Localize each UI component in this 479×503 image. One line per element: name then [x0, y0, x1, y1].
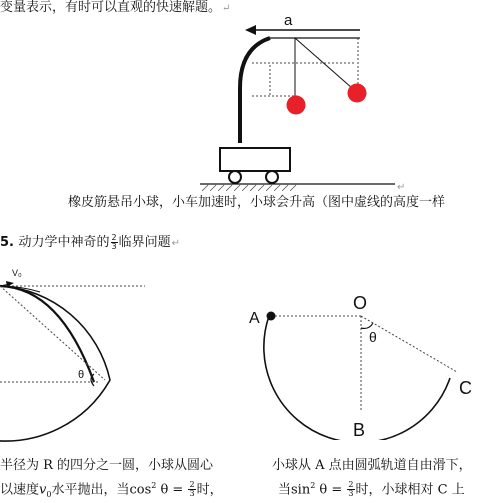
theta-label: θ — [78, 369, 85, 381]
return-mark: ↵ — [222, 3, 231, 14]
cart-pole — [240, 38, 270, 143]
fraction-two-thirds: $\frac{2}{3}$ — [348, 480, 354, 499]
label-C: C — [459, 378, 472, 398]
red-ball — [287, 96, 306, 115]
top-text: 变量表示，有时可以直观的快速解题。 — [0, 0, 222, 15]
caption-text: 橡皮筋悬吊小球，小车加速时，小球会升高（图中虚线的高度一样 — [68, 195, 446, 210]
fraction-two-thirds: $\frac{2}{3}$ — [111, 233, 117, 251]
tilted-string — [295, 38, 352, 88]
v0-label: V₀ — [12, 268, 22, 278]
bottom-right-text-line1: 小球从 A 点由圆弧轨道自由滑下， — [272, 458, 472, 473]
label-A: A — [249, 310, 260, 327]
accel-label: a — [284, 12, 293, 29]
section-title-part: 临界问题 — [118, 235, 171, 250]
bottom-left-text-line1: 半径为 R 的四分之一圆，小球从圆心 — [0, 458, 214, 473]
fraction-two-thirds: $\frac{2}{3}$ — [189, 480, 195, 499]
cart-body — [220, 148, 290, 171]
figure-quarter-circle-diagram — [0, 262, 230, 452]
projectile-trajectory — [0, 286, 94, 382]
figure-cart-diagram — [190, 8, 475, 193]
theta-label: θ — [369, 329, 377, 345]
section-heading — [0, 234, 180, 252]
label-B: B — [353, 420, 366, 440]
return-mark: ↵ — [171, 238, 181, 249]
acceleration-arrow-head — [245, 25, 256, 35]
section-title-part: 动力学中神奇的 — [18, 235, 110, 250]
label-O: O — [353, 293, 368, 313]
section-number: 5. — [0, 235, 19, 250]
ground-hatching — [202, 185, 296, 191]
return-mark: ↵ — [397, 182, 406, 193]
cart-wheel — [266, 171, 278, 183]
figure-caption — [68, 195, 445, 211]
cart-wheel — [229, 171, 241, 183]
red-ball — [348, 84, 367, 103]
figure-circular-track-diagram — [245, 290, 479, 440]
angle-arc — [361, 323, 373, 328]
bottom-left-text-line2: 以速度$v_0$水平抛出，当$\cos^2 \theta$ = $\frac{2}{3}$ 时， — [0, 480, 223, 499]
bottom-right-text-line2: 当$\sin^2 \theta$ = $\frac{2}{3}$ 时，小球相对 C 上 — [278, 480, 465, 499]
quarter-circle-arc — [0, 286, 110, 441]
